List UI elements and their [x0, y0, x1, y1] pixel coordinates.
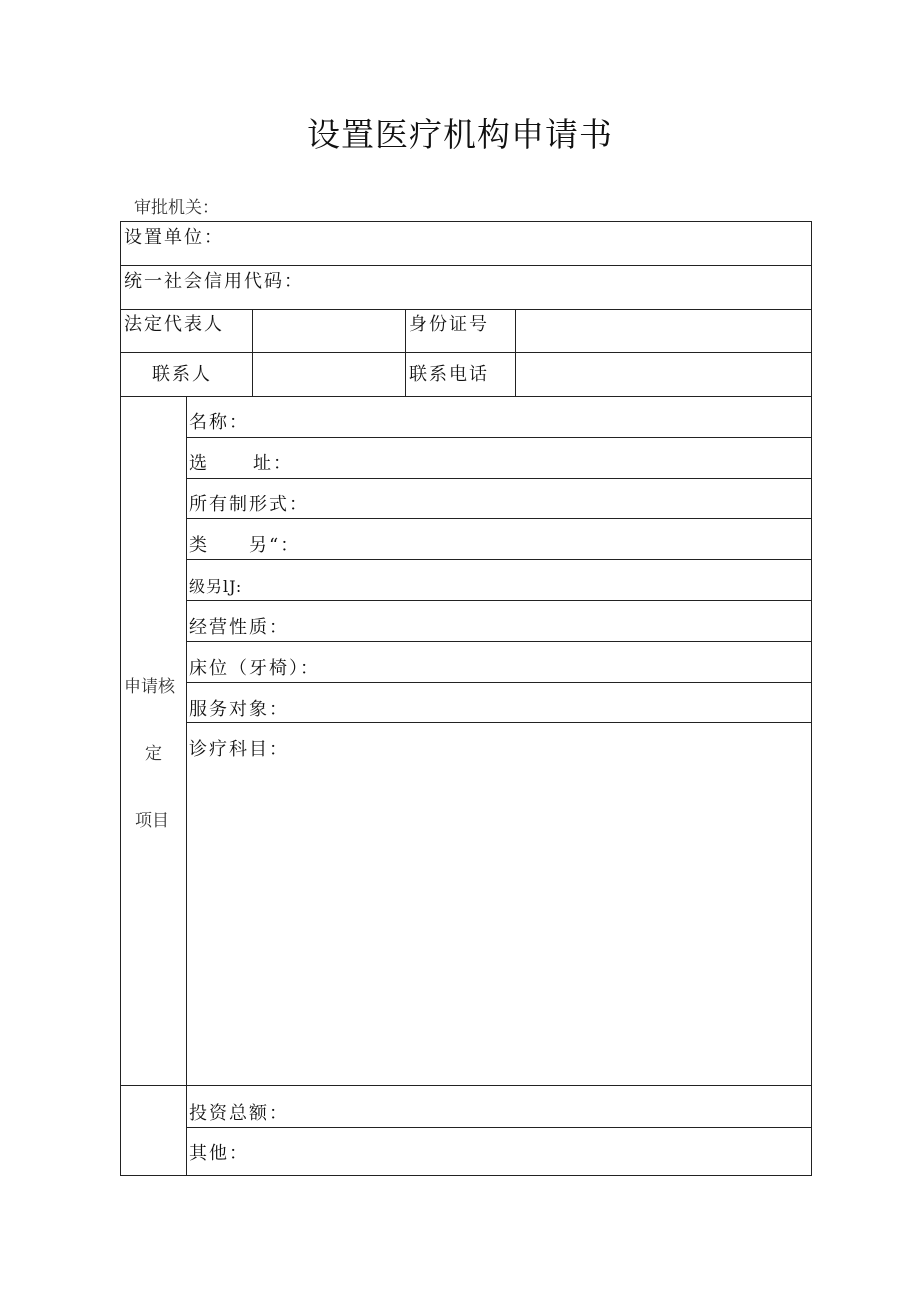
category-label	[189, 533, 300, 559]
id-number-label: 身份证号	[409, 314, 489, 335]
row-divider	[120, 1085, 812, 1086]
approval-authority-label: 审批机关：	[134, 198, 219, 218]
column-divider	[252, 309, 253, 396]
nature-label: 经营性质：	[189, 617, 289, 638]
row-divider	[120, 265, 812, 266]
column-divider	[186, 396, 187, 1176]
beds-label: 床位（牙椅）：	[189, 658, 320, 679]
contact-person-label: 联系人	[152, 364, 212, 385]
row-divider	[186, 559, 812, 560]
row-divider	[186, 437, 812, 438]
site-label	[189, 451, 293, 477]
setup-unit-label: 设置单位：	[124, 227, 224, 248]
row-divider	[186, 518, 812, 519]
other-label: 其他：	[189, 1143, 249, 1164]
departments-label: 诊疗科目：	[189, 739, 289, 760]
ownership-label: 所有制形式：	[189, 494, 309, 515]
category-label-b: 另“：	[249, 535, 301, 556]
row-divider	[186, 1127, 812, 1128]
row-divider	[186, 682, 812, 683]
investment-label: 投资总额：	[189, 1103, 289, 1124]
level-label: 级另lJ:	[189, 577, 243, 596]
row-divider	[120, 309, 812, 310]
row-divider	[186, 600, 812, 601]
row-divider	[120, 352, 812, 353]
site-label-a: 选	[189, 453, 209, 474]
column-divider	[515, 309, 516, 396]
row-divider	[120, 396, 812, 397]
section-label-line3: 项目	[135, 811, 169, 831]
column-divider	[405, 309, 406, 396]
category-label-a: 类	[189, 535, 209, 556]
row-divider	[186, 641, 812, 642]
row-divider	[186, 478, 812, 479]
service-target-label: 服务对象：	[189, 699, 289, 720]
name-label: 名称：	[189, 412, 249, 433]
site-label-b: 址：	[253, 453, 293, 474]
contact-phone-label: 联系电话	[409, 364, 489, 385]
credit-code-label: 统一社会信用代码：	[124, 271, 304, 292]
page-title: 设置医疗机构申请书	[307, 115, 613, 154]
section-label-line1: 申请核	[124, 677, 175, 697]
legal-rep-label: 法定代表人	[124, 314, 224, 335]
section-label-line2: 定	[145, 744, 162, 764]
